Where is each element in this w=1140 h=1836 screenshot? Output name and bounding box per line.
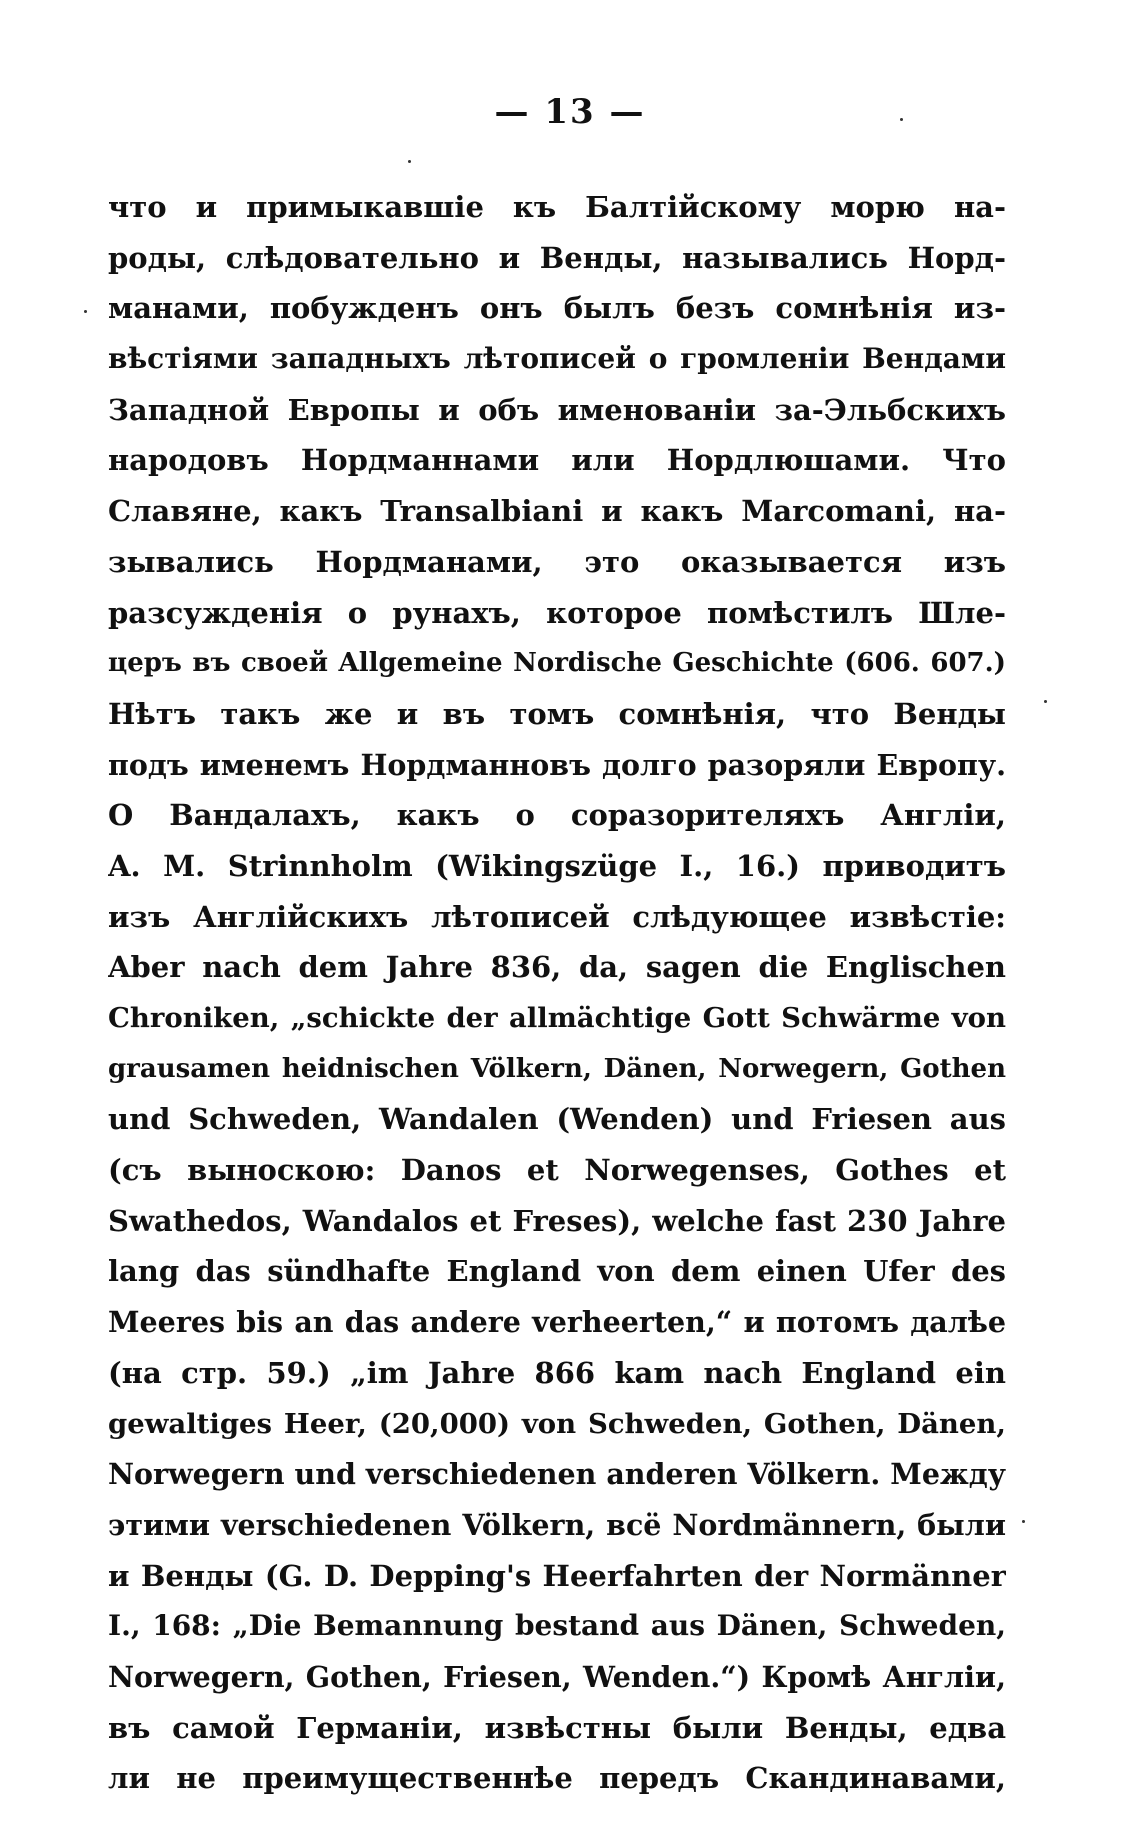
text-line: народовъ Нордманнами или Нордлюшами. Что (108, 443, 1006, 478)
text-line: Западной Европы и объ именованіи за-Эльбскихъ (108, 392, 1006, 427)
text-line: ли не преимущественнѣе передъ Скандинавами, (108, 1761, 1006, 1796)
text-line: I., 168: „Die Bemannung bestand aus Dänen, Schweden, (108, 1609, 1006, 1643)
print-speck (1022, 1520, 1025, 1523)
text-line: церъ въ своей Allgemeine Nordische Geschichte (606. 607.) (108, 648, 1006, 679)
print-speck (408, 160, 411, 163)
text-line: разсужденія о рунахъ, которое помѣстилъ Шле- (108, 595, 1006, 630)
text-line: роды, слѣдовательно и Венды, назывались Норд- (108, 240, 1006, 275)
text-line: этими verschiedenen Völkern, всё Nordmännern, были (108, 1507, 1006, 1542)
text-line: Norwegern und verschiedenen anderen Völkern. Между (108, 1457, 1006, 1492)
text-line: (съ выноскою: Danos et Norwegenses, Gothes et (108, 1153, 1006, 1188)
text-line: Norwegern, Gothen, Friesen, Wenden.“) Кромѣ Англіи, (108, 1659, 1006, 1694)
text-line: изъ Англійскихъ лѣтописей слѣдующее извѣстіе: (108, 899, 1006, 934)
body-text (108, 182, 1006, 1804)
text-line: grausamen heidnischen Völkern, Dänen, Norwegern, Gothen (108, 1053, 1006, 1084)
text-line: (на стр. 59.) „im Jahre 866 kam nach England ein (108, 1355, 1006, 1390)
print-speck (900, 118, 903, 121)
text-line: и Венды (G. D. Depping's Heerfahrten der Normänner (108, 1558, 1006, 1593)
print-speck (84, 310, 87, 313)
text-line: lang das sündhafte England von dem einen Ufer des (108, 1254, 1006, 1289)
text-line: Chroniken, „schickte der allmächtige Gott Schwärme von (108, 1002, 1006, 1034)
text-line: A. M. Strinnholm (Wikingszüge I., 16.) приводитъ (108, 848, 1006, 883)
text-line: Swathedos, Wandalos et Freses), welche fast 230 Jahre (108, 1203, 1006, 1238)
text-line: манами, побужденъ онъ былъ безъ сомнѣнія из- (108, 291, 1006, 326)
print-speck (1044, 700, 1047, 703)
text-line: зывались Нордманами, это оказывается изъ (108, 544, 1006, 579)
text-line: und Schweden, Wandalen (Wenden) und Friesen aus (108, 1102, 1006, 1137)
text-line: gewaltiges Heer, (20,000) von Schweden, Gothen, Dänen, (108, 1407, 1006, 1440)
text-line: подъ именемъ Нордманновъ долго разоряли Европу. (108, 747, 1006, 782)
text-line: Славяне, какъ Transalbiani и какъ Marcomani, на- (108, 494, 1006, 529)
page-number: — 13 — (494, 92, 646, 132)
text-line: что и примыкавшіе къ Балтійскому морю на- (108, 190, 1006, 224)
text-line: вѣстіями западныхъ лѣтописей о громленіи Вендами (108, 342, 1006, 376)
text-line: Нѣтъ такъ же и въ томъ сомнѣнія, что Венды (108, 696, 1006, 731)
text-line: О Вандалахъ, какъ о соразорителяхъ Англіи, (108, 798, 1006, 833)
text-line: Aber nach dem Jahre 836, da, sagen die Englischen (108, 950, 1006, 985)
text-line: Meeres bis an das andere verheerten,“ и потомъ далѣе (108, 1305, 1006, 1340)
text-line: въ самой Германіи, извѣстны были Венды, едва (108, 1710, 1006, 1745)
